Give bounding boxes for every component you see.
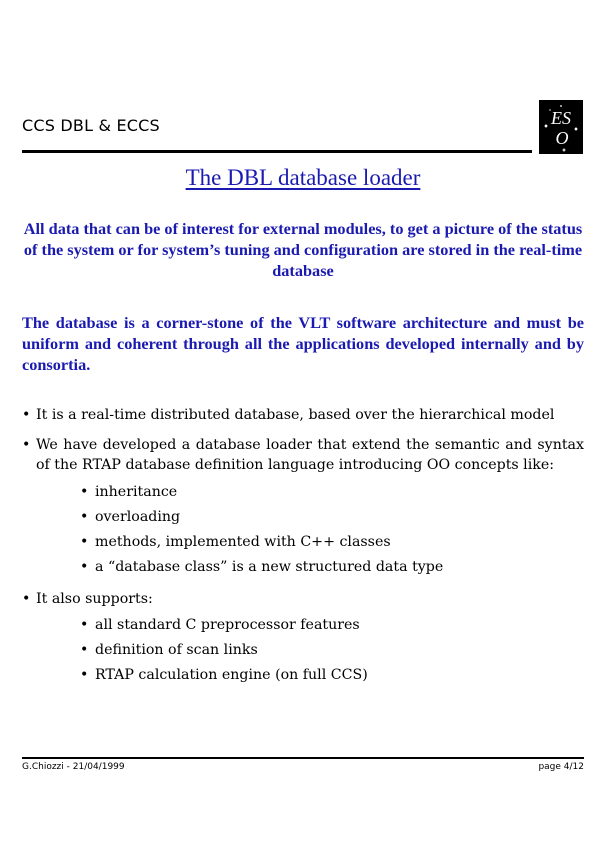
sub-bullet-list	[36, 613, 584, 688]
bullet-item	[22, 589, 584, 689]
logo-text-top: ES	[551, 108, 571, 128]
footer-author-date: G.Chiozzi - 21/04/1999	[22, 762, 125, 772]
sub-bullet-list	[36, 480, 584, 580]
sub-bullet-item: • inheritance	[80, 480, 584, 505]
bullet-text: It also supports:	[36, 590, 153, 607]
bullet-text: It is a real-time distributed database, based over the hierarchical model	[36, 407, 555, 423]
sub-bullet-item: • definition of scan links	[80, 638, 584, 663]
sub-bullet-item: • all standard C preprocessor features	[80, 613, 584, 638]
intro-paragraph-2: The database is a corner-stone of the VLT software architecture and must be uniform and coherent through all the applications developed internally and by consortia.	[22, 313, 584, 374]
sub-bullet-item: • overloading	[80, 505, 584, 530]
bullet-item	[22, 405, 584, 426]
footer-divider	[22, 757, 584, 759]
slide-title: The DBL database loader	[185, 165, 421, 190]
bullet-text: We have developed a database loader that extend the semantic and syntax of the RTAP database definition language introducing OO concepts like:	[36, 436, 584, 473]
bullet-list	[22, 405, 584, 697]
logo-text-bottom: O	[555, 128, 569, 148]
sub-bullet-item: • a “database class” is a new structured data type	[80, 555, 584, 580]
intro-paragraph: All data that can be of interest for external modules, to get a picture of the status of the system or for system’s tuning and configuration are stored in the real-time database	[23, 219, 583, 280]
sub-bullet-item: • methods, implemented with C++ classes	[80, 530, 584, 555]
page-number: page 4/12	[538, 762, 584, 772]
eso-logo-icon	[538, 98, 584, 156]
bullet-item	[22, 435, 584, 580]
sub-bullet-item: • RTAP calculation engine (on full CCS)	[80, 663, 584, 688]
header-title: CCS DBL & ECCS	[22, 116, 160, 135]
header-divider	[22, 150, 532, 153]
